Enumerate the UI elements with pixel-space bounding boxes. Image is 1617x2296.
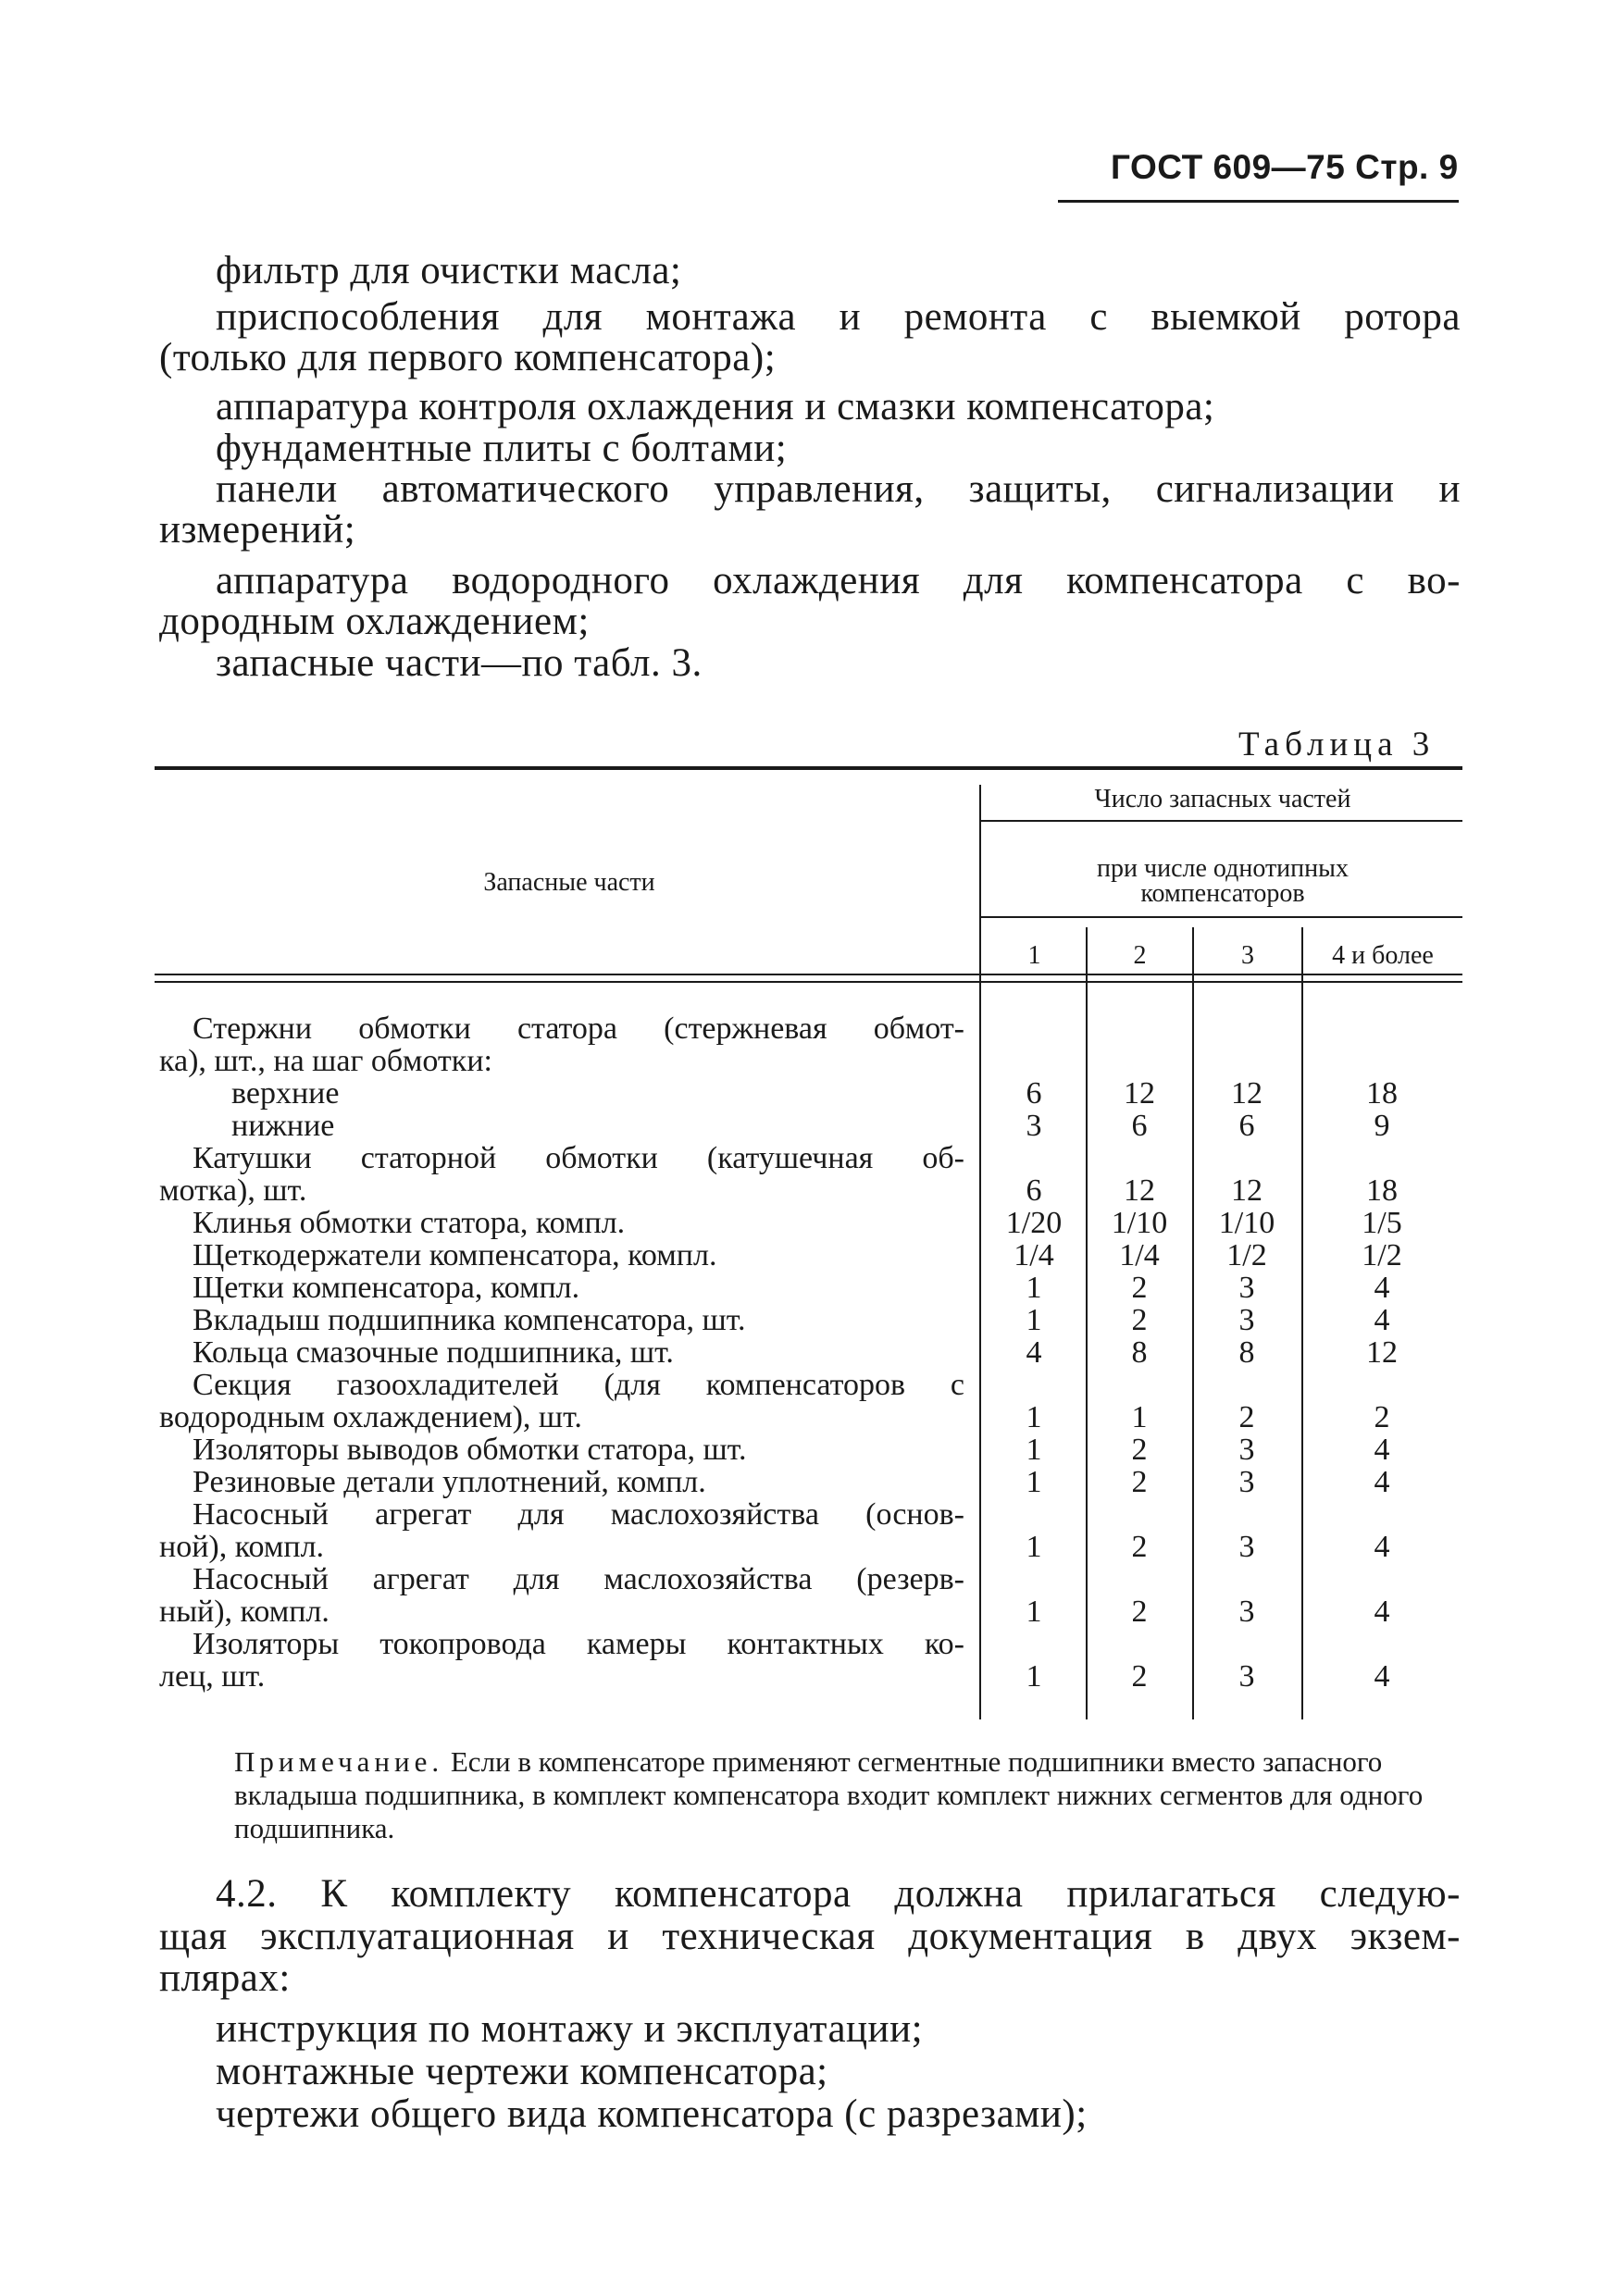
table-cell-value: 12 <box>1124 1076 1155 1111</box>
row-label: Насосный агрегат для маслохозяйства (основ- <box>193 1497 964 1532</box>
table-cell-value: 4 <box>1374 1530 1390 1564</box>
column-divider <box>1086 927 1088 1719</box>
section-line: чертежи общего вида компенсатора (с разрезами); <box>216 2092 1088 2136</box>
header-rule <box>1058 200 1459 203</box>
table-cell-value: 1/5 <box>1362 1206 1402 1240</box>
row-label: Секция газоохладителей (для компенсаторов с <box>193 1368 964 1402</box>
table-note <box>234 1745 1461 1845</box>
column-divider <box>1192 927 1194 1719</box>
table-cell-value: 4 <box>1374 1659 1390 1694</box>
table-cell-value: 1 <box>1026 1659 1042 1694</box>
intro-line: приспособления для монтажа и ремонта с выемкой ротора <box>216 295 1461 339</box>
row-label: Изоляторы выводов обмотки статора, шт. <box>193 1433 747 1467</box>
table-cell-value: 18 <box>1366 1076 1398 1111</box>
table-cell-value: 4 <box>1374 1271 1390 1305</box>
row-label: ной), компл. <box>159 1530 325 1564</box>
table-cell-value: 4 <box>1374 1595 1390 1629</box>
row-label: Изоляторы токопровода камеры контактных ко- <box>193 1627 964 1661</box>
table-cell-value: 18 <box>1366 1173 1398 1208</box>
section-line: щая эксплуатационная и техническая документация в двух экзем- <box>159 1915 1461 1958</box>
row-label: Щетки компенсатора, компл. <box>193 1271 580 1305</box>
table-cell-value: 4 <box>1374 1433 1390 1467</box>
header-count: 2 <box>1133 941 1147 970</box>
table-cell-value: 1/4 <box>1014 1238 1054 1272</box>
header-count: 1 <box>1027 941 1041 970</box>
row-label: Катушки статорной обмотки (катушечная об- <box>193 1141 964 1175</box>
section-line: инструкция по монтажу и эксплуатации; <box>216 2007 924 2051</box>
table-cell-value: 9 <box>1374 1109 1390 1143</box>
table-cell-value: 8 <box>1131 1335 1148 1370</box>
intro-line: фильтр для очистки масла; <box>216 249 682 292</box>
intro-line: панели автоматического управления, защиты, сигнализации и <box>216 467 1461 511</box>
table-top-rule <box>155 766 1462 770</box>
note-label: Примечание. <box>234 1745 444 1778</box>
row-label: Щеткодержатели компенсатора, компл. <box>193 1238 717 1272</box>
header-bottom-rule <box>155 974 1462 975</box>
table-cell-value: 1 <box>1026 1530 1042 1564</box>
table-cell-value: 1 <box>1026 1271 1042 1305</box>
row-label: Клинья обмотки статора, компл. <box>193 1206 626 1240</box>
table-cell-value: 2 <box>1131 1303 1148 1337</box>
row-label: Стержни обмотки статора (стержневая обмот- <box>193 1011 964 1046</box>
subgroup-header-rule <box>981 916 1462 918</box>
row-label: ка), шт., на шаг обмотки: <box>159 1044 492 1078</box>
table-cell-value: 6 <box>1131 1109 1148 1143</box>
note-text: Если в компенсаторе применяют сегментные подшипники вместо запасного вкладыша подшипника, в комплект компенсатора входит комплект нижних сегментов для одного подшипника. <box>234 1745 1424 1844</box>
table-cell-value: 1/2 <box>1226 1238 1267 1272</box>
row-label: Насосный агрегат для маслохозяйства (резерв- <box>193 1562 964 1596</box>
row-label: водородным охлаждением), шт. <box>159 1400 582 1434</box>
header-parts: Запасные части <box>483 868 655 897</box>
table-cell-value: 3 <box>1238 1530 1255 1564</box>
intro-line: аппаратура контроля охлаждения и смазки компенсатора; <box>216 385 1215 428</box>
intro-line: аппаратура водородного охлаждения для компенсатора с во- <box>216 559 1461 602</box>
table-cell-value: 3 <box>1238 1595 1255 1629</box>
table-cell-value: 3 <box>1238 1303 1255 1337</box>
table-cell-value: 1/10 <box>1111 1206 1168 1240</box>
table-cell-value: 1 <box>1026 1303 1042 1337</box>
row-label: мотка), шт. <box>159 1173 307 1208</box>
row-label: Кольца смазочные подшипника, шт. <box>193 1335 674 1370</box>
table-cell-value: 12 <box>1231 1173 1263 1208</box>
table-cell-value: 4 <box>1374 1303 1390 1337</box>
header-bottom-rule-2 <box>155 981 1462 983</box>
table-cell-value: 2 <box>1131 1465 1148 1499</box>
table-caption: Таблица 3 <box>1238 726 1436 763</box>
intro-line: дородным охлаждением; <box>159 600 590 643</box>
table-cell-value: 1 <box>1026 1465 1042 1499</box>
table-cell-value: 6 <box>1238 1109 1255 1143</box>
table-cell-value: 2 <box>1131 1530 1148 1564</box>
table-cell-value: 1/10 <box>1218 1206 1275 1240</box>
header-count-group: Число запасных частей <box>1094 785 1351 813</box>
intro-line: (только для первого компенсатора); <box>159 336 777 379</box>
row-label: нижние <box>231 1109 335 1143</box>
header-subgroup: компенсаторов <box>1140 879 1305 908</box>
column-divider <box>1301 927 1303 1719</box>
table-cell-value: 3 <box>1026 1109 1042 1143</box>
table-cell-value: 2 <box>1131 1271 1148 1305</box>
row-label: верхние <box>231 1076 340 1111</box>
table-cell-value: 6 <box>1026 1076 1042 1111</box>
header-subgroup: при числе однотипных <box>1097 854 1349 883</box>
page-header: ГОСТ 609—75 Стр. 9 <box>1111 148 1459 186</box>
table-cell-value: 1/4 <box>1119 1238 1160 1272</box>
table-cell-value: 4 <box>1374 1465 1390 1499</box>
table-cell-value: 12 <box>1231 1076 1263 1111</box>
table-cell-value: 2 <box>1374 1400 1390 1434</box>
header-count: 3 <box>1241 941 1254 970</box>
table-cell-value: 12 <box>1366 1335 1398 1370</box>
table-cell-value: 3 <box>1238 1433 1255 1467</box>
section-line: монтажные чертежи компенсатора; <box>216 2050 828 2093</box>
table-cell-value: 1/2 <box>1362 1238 1402 1272</box>
intro-line: измерений; <box>159 508 356 552</box>
section-line: плярах: <box>159 1956 291 2000</box>
table-cell-value: 1 <box>1026 1433 1042 1467</box>
table-cell-value: 6 <box>1026 1173 1042 1208</box>
table-cell-value: 12 <box>1124 1173 1155 1208</box>
group-header-rule <box>981 820 1462 822</box>
table-cell-value: 1 <box>1026 1400 1042 1434</box>
row-label: Резиновые детали уплотнений, компл. <box>193 1465 706 1499</box>
table-cell-value: 3 <box>1238 1465 1255 1499</box>
table-cell-value: 2 <box>1238 1400 1255 1434</box>
section-line: 4.2. К комплекту компенсатора должна прилагаться следую- <box>216 1872 1461 1916</box>
table-cell-value: 3 <box>1238 1659 1255 1694</box>
table-cell-value: 1/20 <box>1005 1206 1063 1240</box>
row-label: лец, шт. <box>159 1659 266 1694</box>
table-cell-value: 2 <box>1131 1659 1148 1694</box>
table-cell-value: 2 <box>1131 1595 1148 1629</box>
header-count: 4 и более <box>1332 941 1434 970</box>
table-cell-value: 2 <box>1131 1433 1148 1467</box>
table-cell-value: 1 <box>1131 1400 1148 1434</box>
intro-line: фундаментные плиты с болтами; <box>216 427 788 470</box>
table-cell-value: 3 <box>1238 1271 1255 1305</box>
intro-line: запасные части—по табл. 3. <box>216 641 703 685</box>
row-label: Вкладыш подшипника компенсатора, шт. <box>193 1303 746 1337</box>
row-label: ный), компл. <box>159 1595 330 1629</box>
table-cell-value: 1 <box>1026 1595 1042 1629</box>
table-cell-value: 8 <box>1238 1335 1255 1370</box>
table-cell-value: 4 <box>1026 1335 1042 1370</box>
